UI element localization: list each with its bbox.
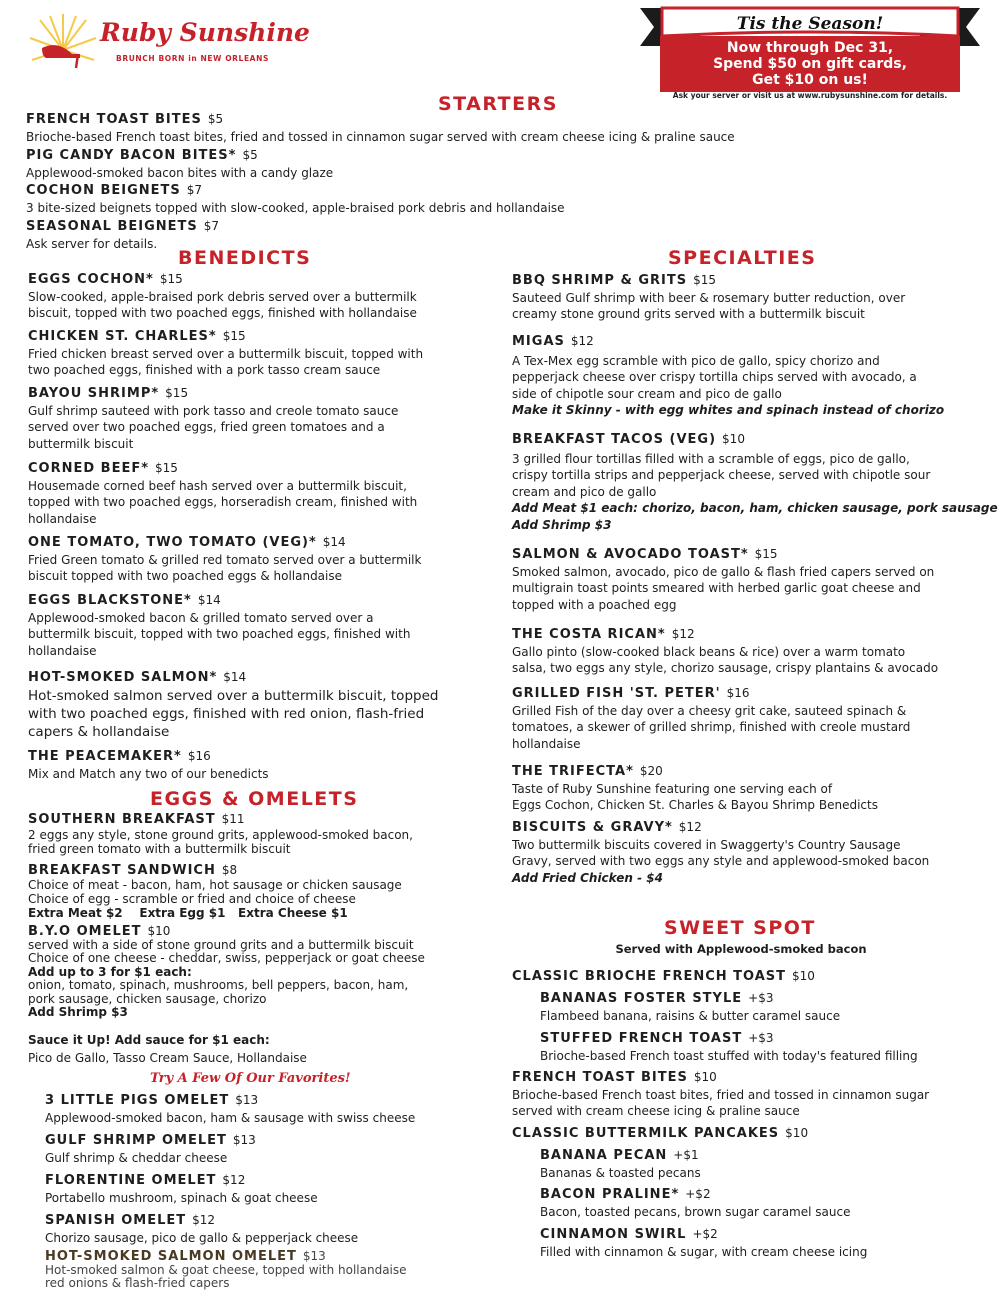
item-name: STUFFED FRENCH TOAST	[540, 1031, 743, 1046]
starter-item	[26, 111, 735, 145]
item-price: +$2	[685, 1187, 711, 1201]
item-name: BBQ SHRIMP & GRITS	[512, 273, 688, 288]
starter-item	[26, 182, 565, 216]
item-name: SEASONAL BEIGNETS	[26, 219, 198, 234]
item-name: EGGS BLACKSTONE*	[28, 593, 192, 608]
item-price: $12	[222, 1173, 246, 1187]
item-desc: Gallo pinto (slow-cooked black beans & rice) over a warm tomato salsa, two eggs any style, chorizo sausage, crispy plantains & avocado	[512, 644, 939, 676]
item-price: $8	[221, 863, 238, 877]
item-desc: Gulf shrimp sauteed with pork tasso and creole tomato sauce served over two poached eggs, fried green tomatoes and a buttermilk biscuit	[28, 403, 399, 451]
favorite-omelet-item	[45, 1250, 407, 1291]
byo-omelet-item	[28, 925, 425, 1020]
item-name: 3 LITTLE PIGS OMELET	[45, 1093, 230, 1108]
item-desc: Bananas & toasted pecans	[540, 1165, 701, 1180]
item-desc: Ask server for details.	[26, 236, 158, 251]
item-name: BREAKFAST SANDWICH	[28, 863, 216, 878]
sweet-item	[512, 1125, 808, 1143]
benedict-item	[28, 592, 410, 659]
byo-addon-label: Add up to 3 for $1 each:	[28, 964, 192, 979]
item-price: $14	[223, 670, 247, 684]
item-name: BACON PRALINE*	[540, 1187, 680, 1202]
item-price: +$1	[673, 1148, 699, 1162]
starters-title: STARTERS	[438, 93, 558, 115]
item-desc: Applewood-smoked bacon & grilled tomato served over a buttermilk biscuit, topped with two poached eggs, finished with hollandaise	[28, 610, 411, 658]
favorite-omelet-item	[45, 1132, 256, 1166]
item-name: FRENCH TOAST BITES	[512, 1070, 688, 1085]
item-desc: Sauteed Gulf shrimp with beer & rosemary butter reduction, over creamy stone ground grits served with a buttermilk biscuit	[512, 290, 906, 322]
benedict-item	[28, 748, 269, 782]
item-name: THE TRIFECTA*	[512, 764, 634, 779]
item-name: GRILLED FISH 'ST. PETER'	[512, 686, 721, 701]
item-price: $13	[302, 1249, 326, 1263]
item-desc: Choice of meat - bacon, ham, hot sausage or chicken sausage Choice of egg - scramble or fried and choice of cheese	[28, 878, 402, 906]
item-desc: Bacon, toasted pecans, brown sugar caramel sauce	[540, 1204, 851, 1219]
benedict-item	[28, 668, 438, 741]
item-price: $16	[187, 749, 211, 763]
favorite-omelet-item	[45, 1212, 358, 1246]
item-desc: Hot-smoked salmon served over a buttermilk biscuit, topped with two poached eggs, finished with red onion, flash-fried capers & hollandaise	[28, 688, 439, 740]
specialties-title: SPECIALTIES	[668, 247, 817, 269]
item-price: +$3	[748, 1031, 774, 1045]
item-desc: Fried chicken breast served over a buttermilk biscuit, topped with two poached eggs, finished with a pork tasso cream sauce	[28, 346, 424, 378]
item-desc: served with a side of stone ground grits and a buttermilk biscuit Choice of one cheese - cheddar, swiss, pepperjack or goat cheese	[28, 937, 425, 965]
item-price: $11	[221, 812, 245, 826]
item-price: $20	[639, 764, 663, 778]
item-price: $10	[147, 924, 171, 938]
item-note: Make it Skinny - with egg whites and spinach instead of chorizo	[512, 403, 945, 418]
item-desc: Gulf shrimp & cheddar cheese	[45, 1150, 228, 1165]
item-desc: A Tex-Mex egg scramble with pico de gallo, spicy chorizo and pepperjack cheese over crispy tortilla chips served with avocado, a side of chipotle sour cream and pico de gallo	[512, 353, 917, 401]
item-price: $15	[222, 329, 246, 343]
item-price: $10	[722, 432, 745, 446]
sweet-item	[540, 1030, 918, 1064]
benedict-item	[28, 460, 417, 527]
item-price: $12	[570, 334, 594, 348]
item-price: $7	[186, 183, 203, 197]
promo-heading: Tis the Season!	[736, 14, 884, 34]
sweet-item	[540, 1226, 867, 1260]
item-desc: Flambeed banana, raisins & butter caramel sauce	[540, 1008, 841, 1023]
specialty-item	[512, 272, 905, 323]
item-desc: Brioche-based French toast bites, fried and tossed in cinnamon sugar served with cream cheese icing & praline sauce	[26, 129, 735, 144]
item-note: Add Fried Chicken - $4	[512, 870, 663, 885]
item-price: $10	[792, 969, 815, 983]
item-price: +$3	[748, 991, 774, 1005]
item-desc: Mix and Match any two of our benedicts	[28, 766, 269, 781]
item-price: $15	[693, 273, 716, 287]
sauce-label: Sauce it Up! Add sauce for $1 each:	[28, 1033, 270, 1047]
southern-breakfast-item	[28, 812, 413, 857]
item-price: $14	[322, 535, 346, 549]
specialty-item	[512, 546, 934, 613]
sweet-spot-title: SWEET SPOT	[664, 917, 816, 939]
benedict-item	[28, 385, 398, 452]
item-desc: 3 grilled flour tortillas filled with a scramble of eggs, pico de gallo, crispy tortilla strips and pepperjack cheese, served with chipotle sour cream and pico de gallo	[512, 451, 931, 499]
starter-item	[26, 147, 333, 181]
sweet-item	[540, 990, 840, 1024]
promo-text: Now through Dec 31, Spend $50 on gift cards, Get $10 on us!	[713, 40, 907, 88]
benedicts-title: BENEDICTS	[178, 247, 312, 269]
item-price: $12	[671, 627, 695, 641]
item-desc: Fried Green tomato & grilled red tomato served over a buttermilk biscuit topped with two poached eggs & hollandaise	[28, 552, 422, 584]
benedict-item	[28, 328, 423, 379]
item-price: $5	[242, 148, 258, 162]
specialty-item	[512, 431, 998, 534]
specialty-item	[512, 333, 944, 419]
item-desc: Two buttermilk biscuits covered in Swaggerty's Country Sausage Gravy, served with two eggs any style and applewood-smoked bacon	[512, 837, 930, 869]
item-price: $13	[232, 1133, 256, 1147]
byo-addon-list: onion, tomato, spinach, mushrooms, bell peppers, bacon, ham, pork sausage, chicken sausage, chorizo	[28, 978, 409, 1006]
breakfast-sandwich-item	[28, 863, 402, 920]
item-desc: Chorizo sausage, pico de gallo & pepperjack cheese	[45, 1230, 359, 1245]
item-desc: 3 bite-sized beignets topped with slow-cooked, apple-braised pork debris and hollandaise	[26, 200, 565, 215]
item-name: GULF SHRIMP OMELET	[45, 1133, 227, 1148]
favorite-omelet-item	[45, 1092, 415, 1126]
sweet-spot-subtitle-text: Served with Applewood-smoked bacon	[615, 942, 867, 956]
sunburst-logo-icon	[28, 10, 98, 72]
item-name: B.Y.O OMELET	[28, 924, 142, 939]
item-price: $10	[785, 1126, 809, 1140]
item-name: HOT-SMOKED SALMON*	[28, 670, 218, 685]
item-desc: Slow-cooked, apple-braised pork debris served over a buttermilk biscuit, topped with two poached eggs, finished with hollandaise	[28, 289, 417, 321]
favorite-omelet-item	[45, 1172, 318, 1206]
item-name: BANANAS FOSTER STYLE	[540, 991, 743, 1006]
item-price: $12	[192, 1213, 216, 1227]
item-name: THE COSTA RICAN*	[512, 627, 666, 642]
favorites-title: Try A Few Of Our Favorites!	[150, 1071, 351, 1086]
item-price: $15	[155, 461, 178, 475]
item-name: BANANA PECAN	[540, 1148, 668, 1163]
item-desc: Applewood-smoked bacon bites with a candy glaze	[26, 165, 334, 180]
item-name: SOUTHERN BREAKFAST	[28, 812, 216, 827]
sauce-list: Pico de Gallo, Tasso Cream Sauce, Hollandaise	[28, 1051, 307, 1065]
item-name: CORNED BEEF*	[28, 461, 150, 476]
sweet-spot-subtitle	[512, 942, 970, 956]
item-price: $12	[678, 820, 702, 834]
item-name: FLORENTINE OMELET	[45, 1173, 217, 1188]
item-desc: Grilled Fish of the day over a cheesy grit cake, sauteed spinach & tomatoes, a skewer of grilled shrimp, finished with creole mustard hollandaise	[512, 703, 911, 751]
brand-tagline: BRUNCH BORN in NEW ORLEANS	[116, 54, 269, 63]
item-desc: Portabello mushroom, spinach & goat cheese	[45, 1190, 318, 1205]
item-desc: Smoked salmon, avocado, pico de gallo & flash fried capers served on multigrain toast points smeared with herbed garlic goat cheese and topped with a poached egg	[512, 564, 935, 612]
item-name: BISCUITS & GRAVY*	[512, 820, 673, 835]
item-name: EGGS COCHON*	[28, 272, 154, 287]
item-price: $14	[197, 593, 221, 607]
item-name: CINNAMON SWIRL	[540, 1227, 687, 1242]
item-desc: Hot-smoked salmon & goat cheese, topped with hollandaise red onions & flash-fried capers	[45, 1262, 407, 1290]
item-desc: Applewood-smoked bacon, ham & sausage with swiss cheese	[45, 1110, 416, 1125]
item-name: PIG CANDY BACON BITES*	[26, 148, 237, 163]
item-name: SALMON & AVOCADO TOAST*	[512, 547, 749, 562]
item-desc: Taste of Ruby Sunshine featuring one serving each of Eggs Cochon, Chicken St. Charles & Bayou Shrimp Benedicts	[512, 781, 878, 813]
item-desc: Brioche-based French toast bites, fried and tossed in cinnamon sugar served with cream cheese icing & praline sauce	[512, 1087, 930, 1119]
benedict-item	[28, 271, 417, 322]
brand-name: Ruby Sunshine	[100, 18, 310, 47]
item-name: THE PEACEMAKER*	[28, 749, 182, 764]
item-name: COCHON BEIGNETS	[26, 183, 181, 198]
item-name: ONE TOMATO, TWO TOMATO (VEG)*	[28, 535, 317, 550]
sweet-item	[512, 1069, 929, 1120]
item-desc: Brioche-based French toast stuffed with today's featured filling	[540, 1048, 918, 1063]
item-price: $5	[207, 112, 224, 126]
byo-add-shrimp: Add Shrimp $3	[28, 1005, 128, 1019]
item-price: +$2	[692, 1227, 718, 1241]
eggs-title: EGGS & OMELETS	[150, 788, 359, 810]
specialty-item	[512, 626, 938, 677]
item-name: CLASSIC BUTTERMILK PANCAKES	[512, 1126, 780, 1141]
specialty-item	[512, 685, 910, 752]
item-price: $15	[754, 547, 778, 561]
item-name: BAYOU SHRIMP*	[28, 386, 160, 401]
item-name: SPANISH OMELET	[45, 1213, 187, 1228]
item-name: FRENCH TOAST BITES	[26, 112, 202, 127]
sauce-addon	[28, 1031, 307, 1067]
item-name: HOT-SMOKED SALMON OMELET	[45, 1249, 297, 1264]
item-price: $16	[726, 686, 750, 700]
item-name: BREAKFAST TACOS (VEG)	[512, 432, 717, 447]
item-desc: Housemade corned beef hash served over a buttermilk biscuit, topped with two poached eggs, horseradish cream, finished with hollandaise	[28, 478, 418, 526]
item-name: MIGAS	[512, 334, 565, 349]
promo-subtext: Ask your server or visit us at www.rubysunshine.com for details.	[672, 91, 948, 100]
sandwich-extras: Extra Meat $2 Extra Egg $1 Extra Cheese $1	[28, 906, 348, 920]
item-price: $10	[693, 1070, 717, 1084]
item-desc: 2 eggs any style, stone ground grits, applewood-smoked bacon, fried green tomato with a buttermilk biscuit	[28, 827, 413, 856]
sweet-item	[540, 1147, 701, 1181]
item-price: $13	[235, 1093, 259, 1107]
item-price: $15	[159, 272, 183, 286]
item-price: $7	[203, 219, 220, 233]
sweet-item	[512, 968, 815, 986]
item-note: Add Meat $1 each: chorizo, bacon, ham, chicken sausage, pork sausage Add Shrimp $3	[512, 501, 998, 532]
sweet-item	[540, 1186, 850, 1220]
item-price: $15	[165, 386, 189, 400]
benedict-item	[28, 534, 421, 585]
item-name: CLASSIC BRIOCHE FRENCH TOAST	[512, 969, 787, 984]
item-desc: Filled with cinnamon & sugar, with cream cheese icing	[540, 1244, 868, 1259]
item-name: CHICKEN ST. CHARLES*	[28, 329, 217, 344]
specialty-item	[512, 819, 929, 886]
specialty-item	[512, 763, 878, 814]
